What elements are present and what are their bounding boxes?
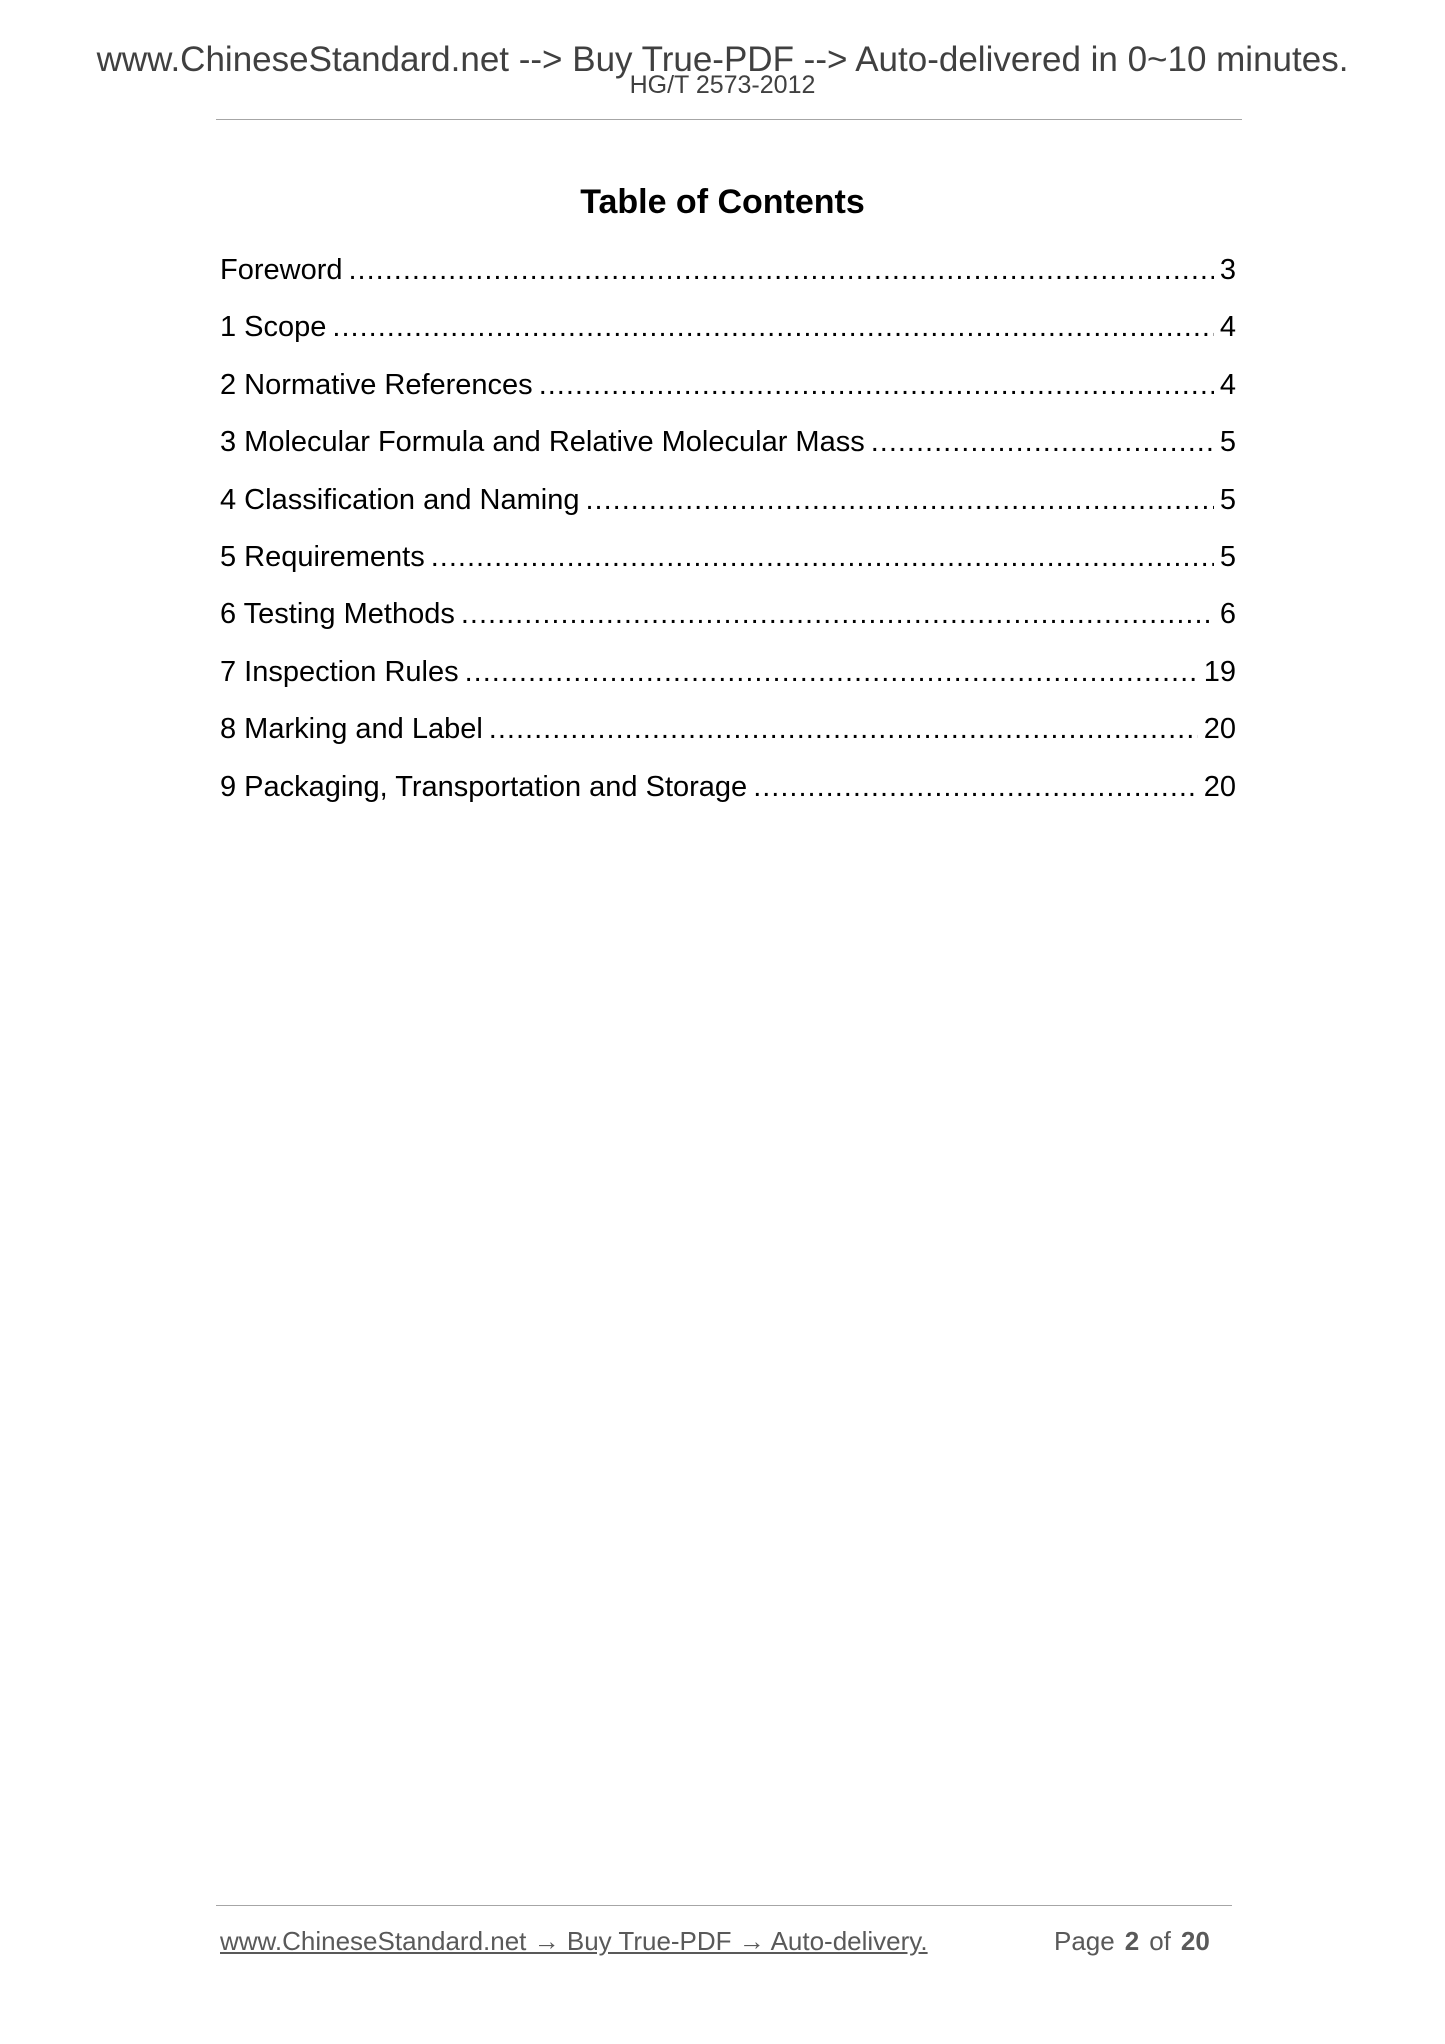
toc-entry-page: 4	[1219, 368, 1236, 401]
toc-dot-leader	[349, 250, 1214, 290]
page-word: Page	[1054, 1926, 1115, 1956]
toc-dot-leader	[539, 365, 1214, 405]
toc-dot-leader	[461, 594, 1214, 634]
of-word: of	[1149, 1926, 1171, 1956]
toc-title: Table of Contents	[580, 183, 865, 221]
toc-entry-label: Foreword	[220, 254, 343, 286]
toc-entry-normative-references[interactable]	[220, 365, 1236, 422]
toc-entry-label: 9 Packaging, Transportation and Storage	[220, 770, 748, 803]
toc-entry-page: 19	[1203, 655, 1236, 688]
page-indicator	[1054, 1924, 1210, 1958]
footer-link[interactable]: www.ChineseStandard.net → Buy True-PDF → Auto-delivery.	[220, 1926, 928, 1956]
toc-dot-leader	[871, 422, 1214, 462]
footer-divider	[216, 1905, 1232, 1906]
toc-dot-leader	[585, 480, 1213, 520]
toc-entry-packaging[interactable]	[220, 767, 1236, 824]
top-banner-link[interactable]: www.ChineseStandard.net --> Buy True-PDF --> Auto-delivered in 0~10 minutes.	[96, 40, 1349, 79]
toc-entry-page: 20	[1203, 713, 1236, 746]
header-divider	[216, 119, 1242, 120]
toc-entry-molecular-formula[interactable]	[220, 422, 1236, 479]
total-page-count: 20	[1180, 1926, 1210, 1956]
toc-entry-foreword[interactable]	[220, 250, 1236, 307]
document-code: HG/T 2573-2012	[629, 71, 816, 99]
toc-entry-testing-methods[interactable]	[220, 594, 1236, 651]
toc-entry-label: 6 Testing Methods	[220, 598, 455, 631]
toc-dot-leader	[431, 537, 1214, 577]
toc-entry-label: 2 Normative References	[220, 368, 533, 401]
toc-entry-label: 5 Requirements	[220, 540, 425, 573]
toc-entry-scope[interactable]	[220, 307, 1236, 364]
toc-entry-page: 5	[1219, 426, 1236, 459]
toc-entry-requirements[interactable]	[220, 537, 1236, 594]
toc-entry-label: 7 Inspection Rules	[220, 655, 459, 688]
toc-entry-marking-label[interactable]	[220, 709, 1236, 766]
toc-entry-label: 3 Molecular Formula and Relative Molecular Mass	[220, 426, 865, 459]
toc-dot-leader	[753, 767, 1198, 807]
toc-entry-label: 8 Marking and Label	[220, 713, 483, 746]
toc-entry-page: 4	[1219, 311, 1236, 344]
toc-entry-inspection-rules[interactable]	[220, 652, 1236, 709]
toc-entry-page: 5	[1219, 540, 1236, 573]
toc-entry-label: 1 Scope	[220, 311, 327, 344]
toc-dot-leader	[489, 709, 1198, 749]
current-page-number: 2	[1124, 1926, 1140, 1956]
toc-list	[220, 250, 1236, 824]
toc-dot-leader	[465, 652, 1198, 692]
toc-entry-page: 3	[1219, 254, 1236, 286]
toc-entry-page: 20	[1203, 770, 1236, 803]
toc-entry-page: 5	[1219, 483, 1236, 516]
toc-entry-label: 4 Classification and Naming	[220, 483, 580, 516]
toc-dot-leader	[332, 307, 1213, 347]
toc-entry-page: 6	[1219, 598, 1236, 631]
toc-entry-classification[interactable]	[220, 480, 1236, 537]
